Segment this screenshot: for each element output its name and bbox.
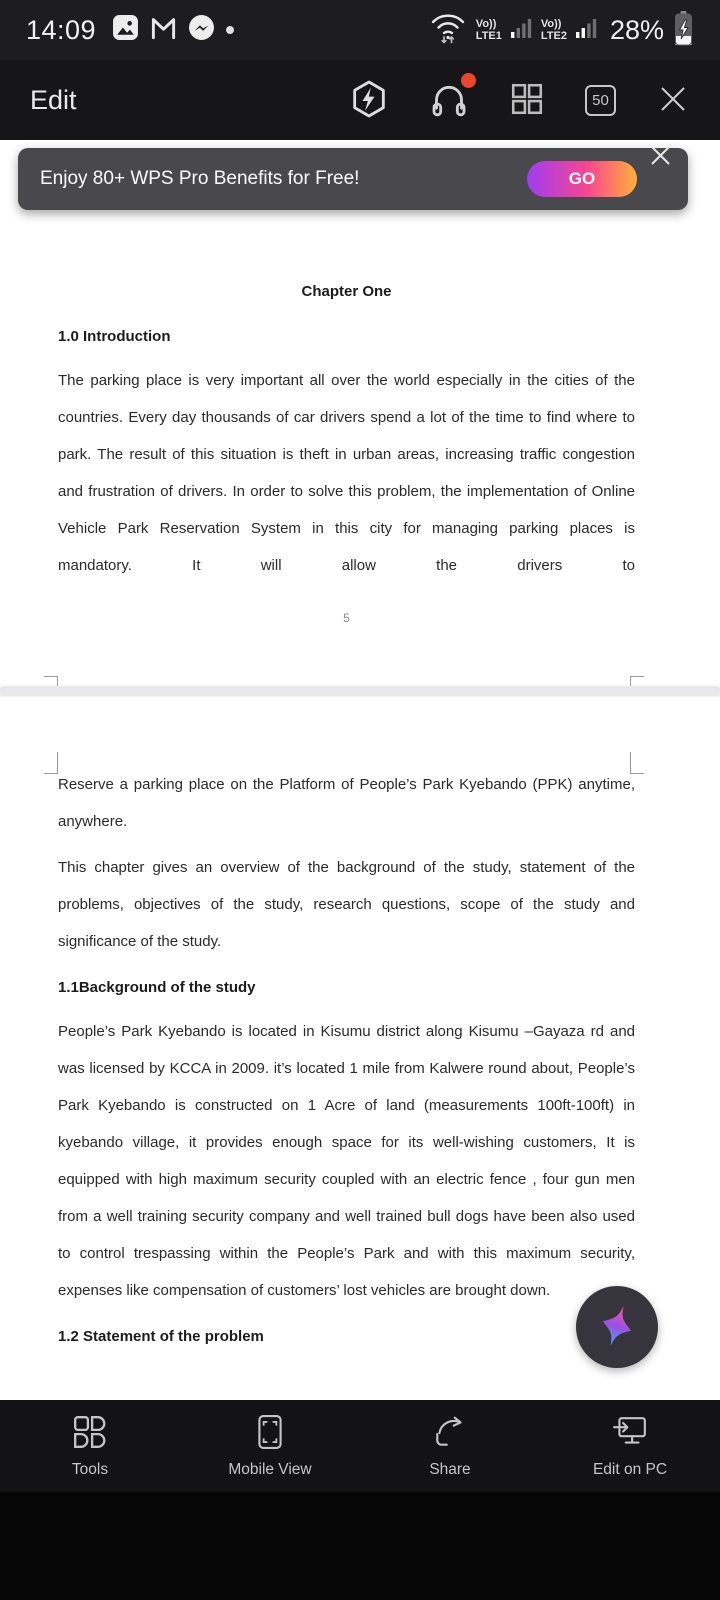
tools-button[interactable] — [0, 1400, 180, 1492]
document-page-6 — [0, 755, 720, 1355]
close-icon — [647, 157, 674, 172]
promo-close-button[interactable] — [647, 142, 674, 172]
paragraph-introduction[interactable]: The parking place is very important all over the world especially in the cities of the countries. Every day thousands of car drivers spend a lot of the time to find where to park. The result of this situation is theft in urban areas, increasing traffic congestion and frustration of drivers. In order to solve this problem, the implementation of Online Vehicle Park Reservation System in this city for managing parking places is mandatory. It will allow the drivers to — [58, 372, 635, 574]
share-arrow-icon — [432, 1414, 468, 1453]
grid-icon — [509, 81, 545, 120]
battery-percentage: 28% — [609, 14, 664, 45]
bottom-toolbar — [0, 1400, 720, 1492]
page-count-button[interactable] — [585, 85, 616, 116]
paragraph-background[interactable]: People’s Park Kyebando is located in Kisumu district along Kisumu –Gayaza rd and was licensed by KCCA in 2009. it’s located 1 mile from Kalwere round about, People’s Park Kyebando is constructed on 1 Acre of land (measurements 100ft-100ft) in kyebando village, it provides enough space for its well-wishing customers, It is equipped with high maximum security coupled with an electric fence , four gun men from a well training security company and well trained bull dogs have been also used to control trespassing within the People’s Park and with this maximum security, expenses like compensation of customers’ lost vehicles are brought down. — [58, 1023, 635, 1299]
paragraph-reserve[interactable]: Reserve a parking place on the Platform of People’s Park Kyebando (PPK) anytime, anywhere. — [58, 776, 635, 830]
ai-sparkle-icon — [593, 1302, 641, 1353]
quick-tools-button[interactable] — [349, 79, 389, 122]
notification-icons — [112, 14, 234, 46]
page-break-separator — [0, 688, 720, 695]
audio-support-button[interactable] — [429, 79, 469, 122]
app-header — [0, 60, 720, 140]
signal-bars-1-icon — [511, 17, 532, 44]
mobile-view-button[interactable] — [180, 1400, 360, 1492]
close-document-button[interactable] — [656, 82, 690, 119]
status-bar — [0, 0, 720, 60]
mobile-view-icon — [252, 1414, 288, 1453]
page-number: 5 — [343, 611, 350, 625]
notification-badge-dot — [461, 73, 476, 88]
more-notifications-dot — [226, 26, 234, 34]
promo-go-button[interactable]: GO — [527, 161, 637, 197]
section-heading-1-2[interactable]: 1.2 Statement of the problem — [58, 1328, 264, 1345]
signal-bars-2-icon — [576, 17, 597, 44]
wifi-icon — [429, 12, 467, 49]
close-icon — [656, 82, 690, 119]
toolbar-item-label: Mobile View — [228, 1461, 312, 1478]
status-indicators — [429, 10, 694, 51]
page-margin-mark — [44, 676, 58, 686]
share-button[interactable] — [360, 1400, 540, 1492]
carrier-1-label: Vo)) LTE1 — [475, 18, 502, 42]
edit-mode-button[interactable]: Edit — [30, 84, 77, 115]
toolbar-item-label: Tools — [71, 1461, 109, 1478]
page-count-badge: 50 — [585, 85, 616, 116]
messenger-notification-icon — [188, 14, 215, 46]
document-canvas — [0, 140, 720, 1400]
clock: 14:09 — [26, 14, 97, 45]
ai-assistant-fab[interactable] — [576, 1286, 658, 1368]
toolbar-item-label: Edit on PC — [592, 1461, 668, 1478]
carrier-2-label: Vo)) LTE2 — [540, 18, 567, 42]
hexagon-lightning-icon — [349, 79, 389, 122]
tools-grid-icon — [72, 1414, 108, 1453]
toolbar-item-label: Share — [429, 1461, 471, 1478]
battery-charging-icon — [673, 10, 694, 51]
gmail-notification-icon — [150, 15, 177, 45]
section-heading-1-1[interactable]: 1.1Background of the study — [58, 979, 256, 996]
edit-on-pc-icon — [612, 1414, 648, 1453]
paragraph-chapter-overview[interactable]: This chapter gives an overview of the background of the study, statement of the problems, objectives of the study, research questions, scope of the study and significance of the study. — [58, 859, 635, 950]
gallery-notification-icon — [112, 14, 139, 46]
page-margin-mark — [630, 676, 644, 686]
multi-window-button[interactable] — [509, 81, 545, 120]
document-page-5 — [0, 140, 720, 627]
android-navigation-bar — [0, 1492, 720, 1600]
promo-message: Enjoy 80+ WPS Pro Benefits for Free! — [40, 168, 360, 189]
chapter-title[interactable]: Chapter One — [301, 283, 392, 300]
wps-pro-promo-banner — [18, 148, 688, 210]
edit-on-pc-button[interactable] — [540, 1400, 720, 1492]
section-heading-1-0[interactable]: 1.0 Introduction — [58, 328, 171, 345]
